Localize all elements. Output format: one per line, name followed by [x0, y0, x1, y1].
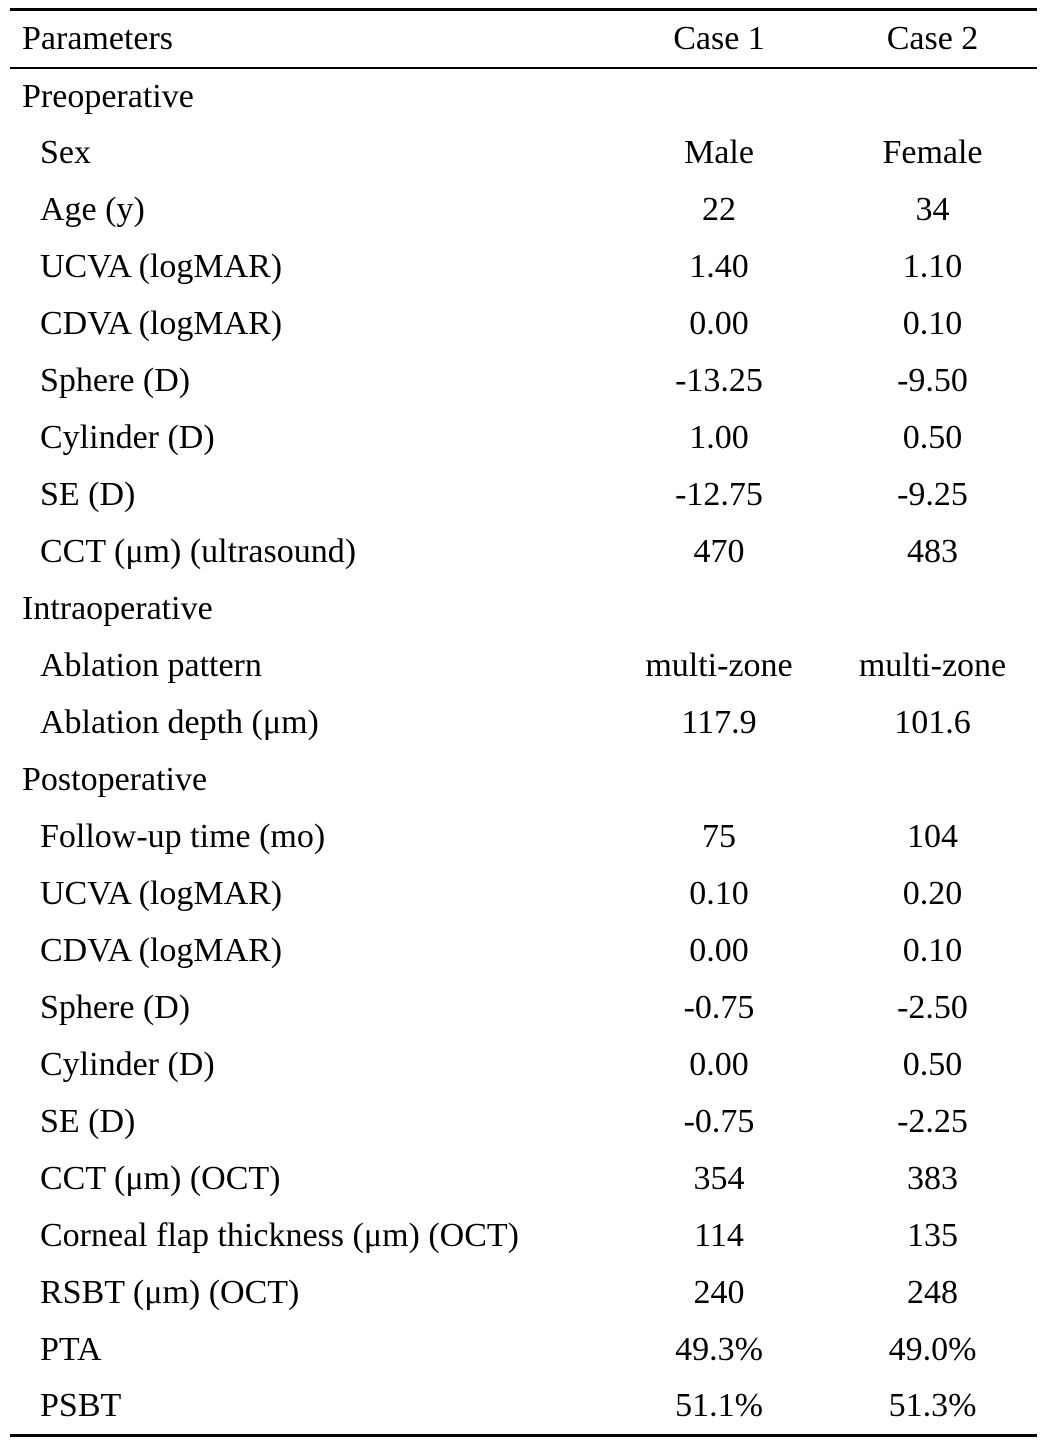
table-row: [10, 182, 1037, 239]
section-title: Postoperative: [22, 761, 208, 798]
case2-value: 1.10: [902, 248, 963, 285]
table-row: [10, 809, 1037, 866]
parameter-label: SE (D): [40, 476, 136, 513]
case2-value: 0.10: [902, 305, 963, 342]
section-title: Preoperative: [22, 77, 194, 115]
parameter-label: Sphere (D): [40, 362, 191, 399]
parameter-label: PTA: [40, 1331, 102, 1368]
section-row: [10, 68, 1037, 125]
case2-value: -2.25: [897, 1103, 968, 1140]
case1-value: 354: [693, 1160, 745, 1197]
section-row: [10, 752, 1037, 809]
case2-value: 51.3%: [828, 1379, 1037, 1436]
case2-value: -9.50: [897, 362, 968, 399]
case2-value: 104: [907, 818, 958, 855]
parameter-label: PSBT: [10, 1379, 610, 1436]
parameter-label: CDVA (logMAR): [40, 932, 283, 969]
case1-value: 75: [702, 818, 736, 855]
table-row: [10, 638, 1037, 695]
header-case2: Case 2: [828, 10, 1037, 68]
case2-value: multi-zone: [858, 647, 1007, 684]
parameter-label: Corneal flap thickness (μm) (OCT): [40, 1217, 519, 1254]
table-row: [10, 695, 1037, 752]
case1-value: 0.00: [689, 932, 749, 969]
parameter-label: SE (D): [40, 1103, 136, 1140]
section-row: [10, 581, 1037, 638]
table-row: [10, 980, 1037, 1037]
parameter-label: CCT (μm) (ultrasound): [40, 533, 357, 570]
parameter-label: CDVA (logMAR): [40, 305, 283, 342]
table-row: [10, 1151, 1037, 1208]
header-parameters: Parameters: [10, 10, 610, 68]
parameter-label: UCVA (logMAR): [40, 875, 283, 912]
section-title: Intraoperative: [22, 590, 213, 627]
table-row: [10, 1379, 1037, 1436]
case1-value: multi-zone: [645, 647, 793, 684]
table-row: [10, 1322, 1037, 1379]
parameter-label: Age (y): [40, 191, 145, 228]
case1-value: 0.10: [689, 875, 749, 912]
parameter-label: UCVA (logMAR): [40, 248, 283, 285]
table-header: [10, 10, 1037, 68]
case1-value: 49.3%: [675, 1331, 763, 1368]
table-row: [10, 410, 1037, 467]
case1-value: -13.25: [675, 362, 763, 399]
case2-value: 0.50: [902, 419, 963, 456]
parameter-label: Cylinder (D): [40, 1046, 215, 1083]
case2-value: 383: [907, 1160, 958, 1197]
table-row: [10, 524, 1037, 581]
case1-value: 1.40: [689, 248, 749, 285]
case1-value: 51.1%: [610, 1379, 828, 1436]
case2-value: 101.6: [894, 704, 971, 741]
parameter-label: RSBT (μm) (OCT): [40, 1274, 300, 1311]
parameter-label: Ablation pattern: [40, 647, 262, 684]
case1-value: Male: [684, 134, 754, 171]
table-row: [10, 1265, 1037, 1322]
table-row: [10, 1094, 1037, 1151]
table-row: [10, 1037, 1037, 1094]
parameter-label: Ablation depth (μm): [40, 704, 319, 741]
table-row: [10, 125, 1037, 182]
case2-value: Female: [882, 134, 983, 171]
case2-value: 248: [907, 1274, 958, 1311]
parameter-label: Sex: [40, 134, 91, 171]
case2-value: 34: [915, 191, 950, 228]
case2-value: 0.20: [902, 875, 963, 912]
case1-value: 117.9: [681, 704, 757, 741]
case1-value: 22: [702, 191, 736, 228]
table-row: [10, 1208, 1037, 1265]
case2-value: 483: [907, 533, 958, 570]
case2-value: -2.50: [897, 989, 968, 1026]
header-case1: Case 1: [610, 10, 828, 68]
case1-value: 470: [693, 533, 745, 570]
table-row: [10, 239, 1037, 296]
parameter-label: Follow-up time (mo): [40, 818, 326, 855]
case1-value: 0.00: [689, 1046, 749, 1083]
case1-value: 1.00: [689, 419, 749, 456]
case1-value: 114: [694, 1217, 744, 1254]
case1-value: 0.00: [689, 305, 749, 342]
case2-value: 0.50: [902, 1046, 963, 1083]
parameters-table: [10, 8, 1037, 1437]
case1-value: -12.75: [675, 476, 763, 513]
parameters-table-container: [10, 8, 1037, 1437]
table-row: [10, 866, 1037, 923]
parameter-label: Sphere (D): [40, 989, 191, 1026]
case2-value: 135: [907, 1217, 958, 1254]
case2-value: 49.0%: [888, 1331, 977, 1368]
parameter-label: Cylinder (D): [40, 419, 215, 456]
case1-value: 240: [693, 1274, 745, 1311]
case1-value: -0.75: [683, 989, 755, 1026]
case2-value: -9.25: [897, 476, 968, 513]
case1-value: -0.75: [683, 1103, 755, 1140]
case2-value: 0.10: [902, 932, 963, 969]
table-row: [10, 923, 1037, 980]
table-row: [10, 467, 1037, 524]
header-row: [10, 10, 1037, 68]
table-row: [10, 353, 1037, 410]
table-body: [10, 68, 1037, 1436]
table-row: [10, 296, 1037, 353]
parameter-label: CCT (μm) (OCT): [40, 1160, 281, 1197]
